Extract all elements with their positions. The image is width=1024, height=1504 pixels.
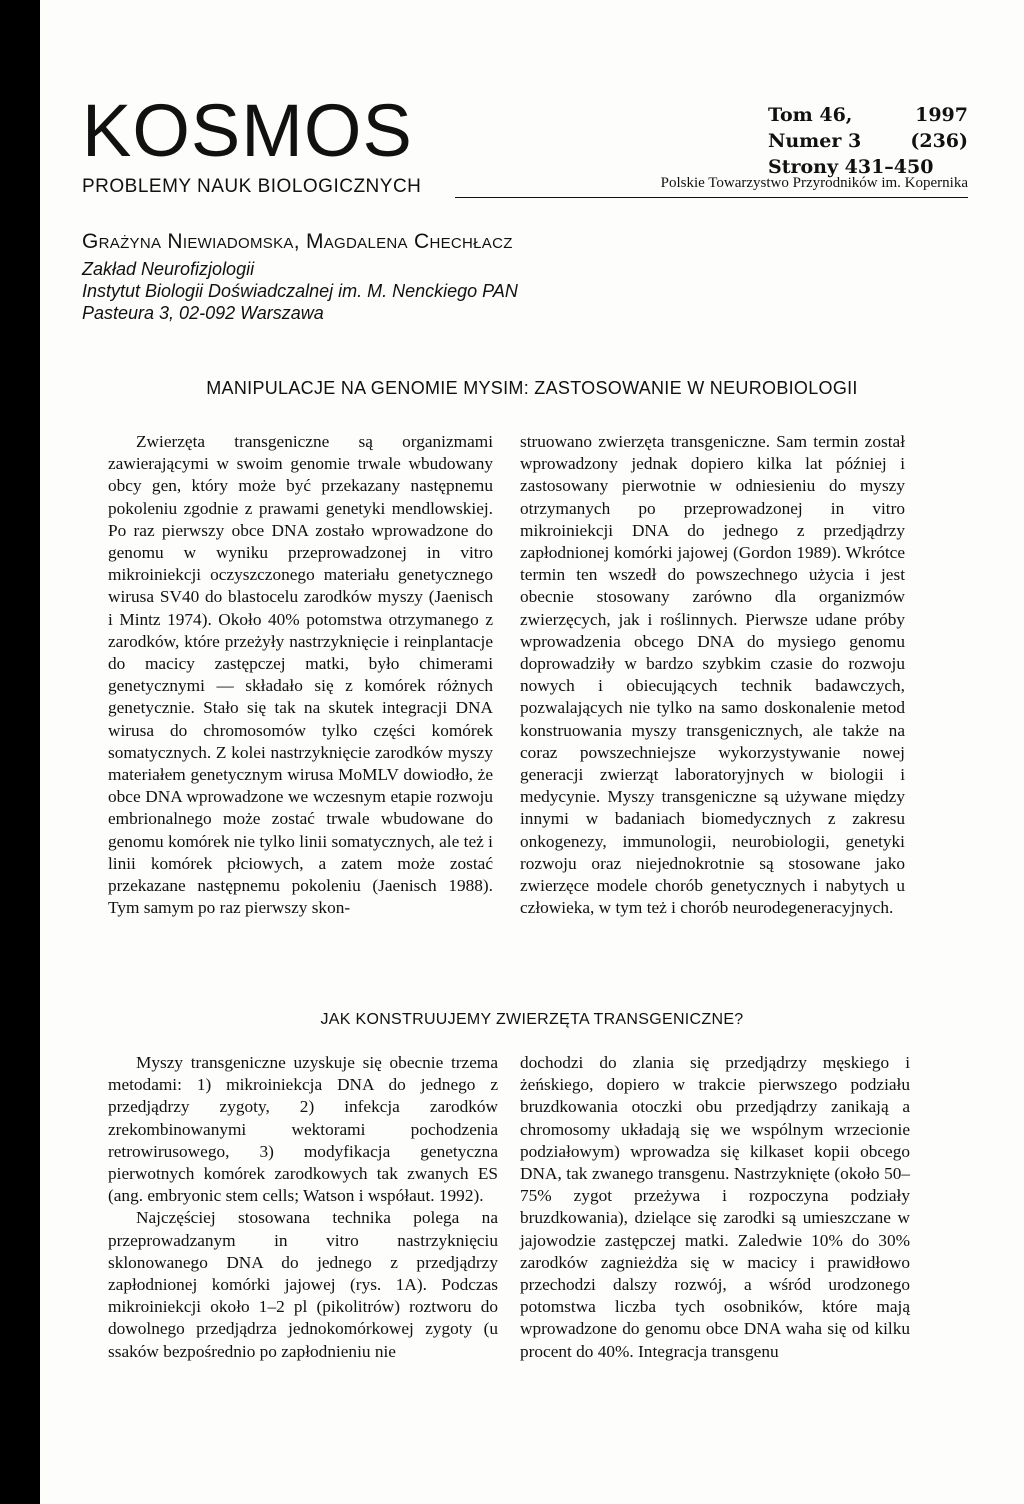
body-column-3 xyxy=(108,1052,498,1363)
journal-header xyxy=(80,89,968,204)
pages: Strony 431–450 xyxy=(768,156,934,178)
journal-subtitle: PROBLEMY NAUK BIOLOGICZNYCH xyxy=(82,176,422,197)
body-column-4: dochodzi do zlania się przedjądrzy męskiego i żeńskiego, dopiero w trakcie pierwszego podziału bruzdkowania otoczki obu przedjądrzy zanikają a chromosomy układają się we wspólnym wrzecionie podziałowym) wprowadza się kilkaset kopii obcego DNA, tak zwanego transgenu. Nastrzyknięte (około 50–75% zygot przeżywa i rozpoczyna podziały bruzdkowania), dzielące się zarodki są umieszczane w jajowodzie zastępczej matki. Zaledwie 10% do 30% zarodków zagnieżdża się w macicy i prawidłowo przechodzi dalszy rozwój, a wśród urodzonego potomstwa liczba tych osobników, które mają wprowadzone do genomu obce DNA waha się od kilku procent do 40%. Integracja transgenu xyxy=(520,1053,910,1361)
journal-page xyxy=(40,0,1024,1504)
affiliation-line: Instytut Biologii Doświadczalnej im. M. Nenckiego PAN xyxy=(82,281,518,301)
section-heading: JAK KONSTRUUJEMY ZWIERZĘTA TRANSGENICZNE? xyxy=(320,1011,744,1028)
body-column-1: Zwierzęta transgeniczne są organizmami zawierającymi w swoim genomie trwale wbudowany obcy gen, który może być przekazany następnemu pokoleniu zgodnie z prawami genetyki mendlowskiej. Po raz pierwszy obce DNA zostało wprowadzone do genomu w wyniku przeprowadzonej in vitro mikroiniekcji oczyszczonego materiału genetycznego wirusa SV40 do blastocelu zarodków myszy (Jaenisch i Mintz 1974). Około 40% potomstwa otrzymanego z zarodków, które przeżyły nastrzyknięcie i reinplantacje do macicy zastępczej matki, było chimerami genetycznymi — składało się z komórek różnych genetycznie. Stało się tak na skutek integracji DNA wirusa do chromosomów tylko części komórek somatycznych. Z kolei nastrzyknięcie zarodków myszy materiałem genetycznym wirusa MoMLV dowiodło, że obce DNA wprowadzone we wczesnym etapie rozwoju embrionalnego może zostać trwale wbudowane do genomu komórek nie tylko linii somatycznych, ale też i linii komórek płciowych, a zatem może zostać przekazane następnemu pokoleniu (Jaenisch 1988). Tym samym po raz pierwszy skon- xyxy=(108,432,493,918)
volume: Tom 46, xyxy=(768,104,853,126)
affiliation-line: Zakład Neurofizjologii xyxy=(82,259,255,279)
paragraph: Myszy transgeniczne uzyskuje się obecnie trzema metodami: 1) mikroiniekcja DNA do jednego z przedjądrzy zygoty, 2) infekcja zarodków zrekombinowanymi wektorami pochodzenia retrowirusowego, 3) modyfikacja genetyczna pierwotnych komórek zarodkowych tak zwanych ES (ang. embryonic stem cells; Watson i współaut. 1992). xyxy=(108,1053,498,1206)
header-rule xyxy=(455,197,968,198)
issue-info xyxy=(768,102,968,180)
author-names: Grażyna Niewiadomska, Magdalena Chechłacz xyxy=(82,230,513,253)
year: 1997 xyxy=(915,104,968,126)
paragraph: Najczęściej stosowana technika polega na przeprowadzanym in vitro nastrzyknięciu sklonowanego DNA do jednego z przedjądrzy zapłodnionej komórki jajowej (rys. 1A). Podczas mikroiniekcji około 1–2 pl (pikolitrów) roztworu do dowolnego przedjądrza jednokomórkowej zygoty (u ssaków bezpośrednio po zapłodnieniu nie xyxy=(108,1208,498,1361)
society-name: Polskie Towarzystwo Przyrodników im. Kopernika xyxy=(660,175,968,191)
body-column-2: struowano zwierzęta transgeniczne. Sam termin został wprowadzony jednak dopiero kilka lat później i zastosowany pierwotnie w odniesieniu do myszy otrzymanych po przeprowadzonej in vitro mikroiniekcji DNA do jednego z przedjądrzy zapłodnionej komórki jajowej (Gordon 1989). Wkrótce termin ten wszedł do powszechnego użycia i jest obecnie stosowany zarówno dla organizmów zwierzęcych, jak i roślinnych. Pierwsze udane próby wprowadzenia obcego DNA do mysiego genomu doprowadziły w bardzo szybkim czasie do rozwoju nowych i obiecujących technik badawczych, pozwalających nie tylko na samo doskonalenie metod konstruowania myszy transgenicznych, ale także na coraz powszechniejsze wykorzystywanie nowej generacji zwierząt laboratoryjnych w biologii i medycynie. Myszy transgeniczne są używane między innymi w badaniach biomedycznych z zakresu onkogenezy, immunologii, neurobiologii, genetyki rozwoju oraz niejednokrotnie są stosowane jako zwierzęce modele chorób genetycznych i nabytych u człowieka, w tym też i chorób neurodegeneracyjnych. xyxy=(520,432,905,918)
journal-logo: KOSMOS xyxy=(82,89,413,172)
author-block xyxy=(82,230,982,324)
issue: Numer 3 xyxy=(768,130,862,152)
affiliation-line: Pasteura 3, 02-092 Warszawa xyxy=(82,303,324,323)
article-title: MANIPULACJE NA GENOMIE MYSIM: ZASTOSOWANIE W NEUROBIOLOGII xyxy=(206,378,858,398)
issue-total: (236) xyxy=(910,130,968,152)
